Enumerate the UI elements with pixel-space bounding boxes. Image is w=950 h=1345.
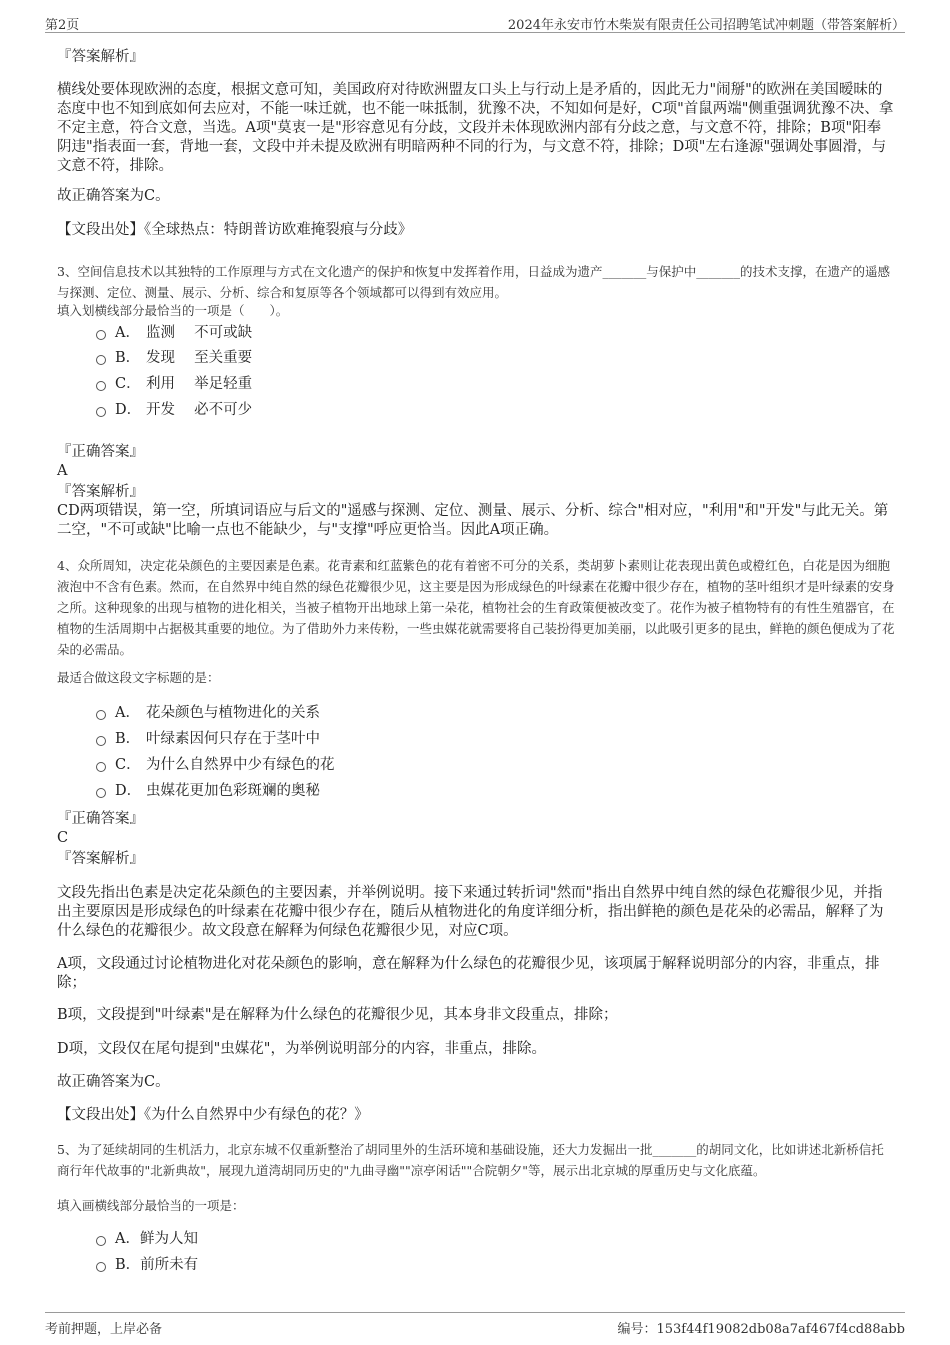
q3-analysis-label: 『答案解析』: [57, 484, 144, 500]
q3-stem: 3、空间信息技术以其独特的工作原理与方式在文化遗产的保护和恢复中发挥着作用，日益成为遗产_______与保护中_______的技术支撑，在遗产的遥感与探测、定位、测量、展示、分析、综合和复原等各个领域都可以得到有效应用。: [57, 264, 890, 300]
q5-stem: 5、为了延续胡同的生机活力，北京东城不仅重新整治了胡同里外的生活环境和基础设施，还大力发掘出一批_______的胡同文化，比如讲述北新桥信托商行年代故事的"北新典故"，展现九道湾胡同历史的"九曲寻幽""凉亭闲话""合院朝夕"等，展示出北京城的厚重历史与文化底蕴。: [57, 1142, 884, 1178]
radio-icon[interactable]: [96, 788, 106, 798]
q4-source: 【文段出处】《为什么自然界中少有绿色的花？》: [57, 1107, 369, 1123]
q4-option-c[interactable]: C． 为什么自然界中少有绿色的花: [96, 754, 335, 776]
q4-option-a[interactable]: A． 花朵颜色与植物进化的关系: [96, 702, 320, 724]
document-title: 2024年永安市竹木柴炭有限责任公司招聘笔试冲刺题（带答案解析）: [507, 18, 905, 33]
radio-icon[interactable]: [96, 355, 106, 365]
page-footer: [45, 1312, 905, 1337]
q4-option-b[interactable]: B． 叶绿素因何只存在于茎叶中: [96, 728, 320, 750]
footer-slogan: 考前押题，上岸必备: [45, 1322, 163, 1337]
page-header: [45, 10, 905, 33]
document-id: 编号：153f44f19082db08a7af467f4cd88abb: [617, 1322, 905, 1337]
q4-conclusion: 故正确答案为C。: [57, 1074, 170, 1090]
q2-analysis: 横线处要体现欧洲的态度，根据文意可知，美国政府对待欧洲盟友口头上与行动上是矛盾的，因此无力"闹掰"的欧洲在美国暧昧的态度中也不知到底如何去应对，不能一味迁就，也不能一味抵制，犹豫不决，不知如何是好，C项"首鼠两端"侧重强调犹豫不决、拿不定主意，符合文意，当选。A项"莫衷一是"形容意见有分歧，文段并未体现欧洲内部有分歧之意，与文意不符，排除；B项"阳奉阴违"指表面一套，背地一套，文段中并未提及欧洲有明暗两种不同的行为，与文意不符，排除；D项"左右逢源"强调处事圆滑，与文意不符，排除。: [57, 82, 894, 174]
q5-option-a[interactable]: A．鲜为人知: [96, 1228, 198, 1250]
q3-answer-label: 『正确答案』: [57, 444, 144, 460]
q4-answer-label: 『正确答案』: [57, 811, 144, 827]
q3-option-a[interactable]: A． 监测 不可或缺: [96, 322, 252, 344]
q4-answer: C: [57, 830, 69, 846]
q3-option-d[interactable]: D． 开发 必不可少: [96, 399, 252, 421]
radio-icon[interactable]: [96, 1236, 106, 1246]
q4-analysis-option-d: D项，文段仅在尾句提到"虫媒花"，为举例说明部分的内容，非重点，排除。: [57, 1041, 546, 1057]
q3-prompt: 填入划横线部分最恰当的一项是（ ）。: [57, 303, 289, 318]
q4-analysis-label: 『答案解析』: [57, 851, 144, 867]
q3-analysis: CD两项错误，第一空，所填词语应与后文的"遥感与探测、定位、测量、展示、分析、综合"相对应，"利用"和"开发"与此无关。第二空，"不可或缺"比喻一点也不能缺少，与"支撑"呼应更恰当。因此A项正确。: [57, 503, 889, 538]
radio-icon[interactable]: [96, 330, 106, 340]
q4-prompt: 最适合做这段文字标题的是：: [57, 670, 220, 685]
q4-analysis-main: 文段先指出色素是决定花朵颜色的主要因素，并举例说明。接下来通过转折词"然而"指出自然界中纯自然的绿色花瓣很少见，并指出主要原因是形成绿色的叶绿素在花瓣中很少存在，随后从植物进化的角度详细分析，指出鲜艳的颜色是花朵的必需品，解释了为什么绿色的花瓣很少。故文段意在解释为何绿色花瓣很少见，对应C项。: [57, 885, 884, 939]
page-number: 第2页: [45, 18, 80, 33]
radio-icon[interactable]: [96, 736, 106, 746]
q5-option-b[interactable]: B．前所未有: [96, 1254, 198, 1276]
q4-option-d[interactable]: D． 虫媒花更加色彩斑斓的奥秘: [96, 780, 320, 802]
radio-icon[interactable]: [96, 1262, 106, 1272]
q5-prompt: 填入画横线部分最恰当的一项是：: [57, 1198, 245, 1213]
q2-analysis-label: 『答案解析』: [57, 49, 144, 65]
q3-answer: A: [57, 463, 68, 479]
q2-source: 【文段出处】《全球热点：特朗普访欧难掩裂痕与分歧》: [57, 222, 413, 238]
q4-stem: 4、众所周知，决定花朵颜色的主要因素是色素。花青素和红蓝紫色的花有着密不可分的关系，类胡萝卜素则让花表现出黄色或橙红色，白花是因为细胞液泡中不含有色素。然而，在自然界中纯自然的绿色花瓣很少见，这主要是因为形成绿色的叶绿素在花瓣中很少存在，植物的茎叶组织才是叶绿素的安身之所。这种现象的出现与植物的进化相关，当被子植物开出地球上第一朵花，植物社会的生育政策便被改变了。花作为被子植物特有的有性生殖器官，在植物的生活周期中占据极其重要的地位。为了借助外力来传粉，一些虫媒花就需要将自己装扮得更加美丽，以此吸引更多的昆虫，鲜艳的颜色便成为了花朵的必需品。: [57, 558, 895, 657]
radio-icon[interactable]: [96, 762, 106, 772]
q4-analysis-option-a: A项，文段通过讨论植物进化对花朵颜色的影响，意在解释为什么绿色的花瓣很少见，该项属于解释说明部分的内容，非重点，排除；: [57, 956, 880, 991]
q4-analysis-option-b: B项，文段提到"叶绿素"是在解释为什么绿色的花瓣很少见，其本身非文段重点，排除；: [57, 1007, 618, 1023]
radio-icon[interactable]: [96, 407, 106, 417]
q2-conclusion: 故正确答案为C。: [57, 188, 170, 204]
q3-option-b[interactable]: B． 发现 至关重要: [96, 347, 252, 369]
q3-option-c[interactable]: C． 利用 举足轻重: [96, 373, 252, 395]
radio-icon[interactable]: [96, 381, 106, 391]
radio-icon[interactable]: [96, 710, 106, 720]
